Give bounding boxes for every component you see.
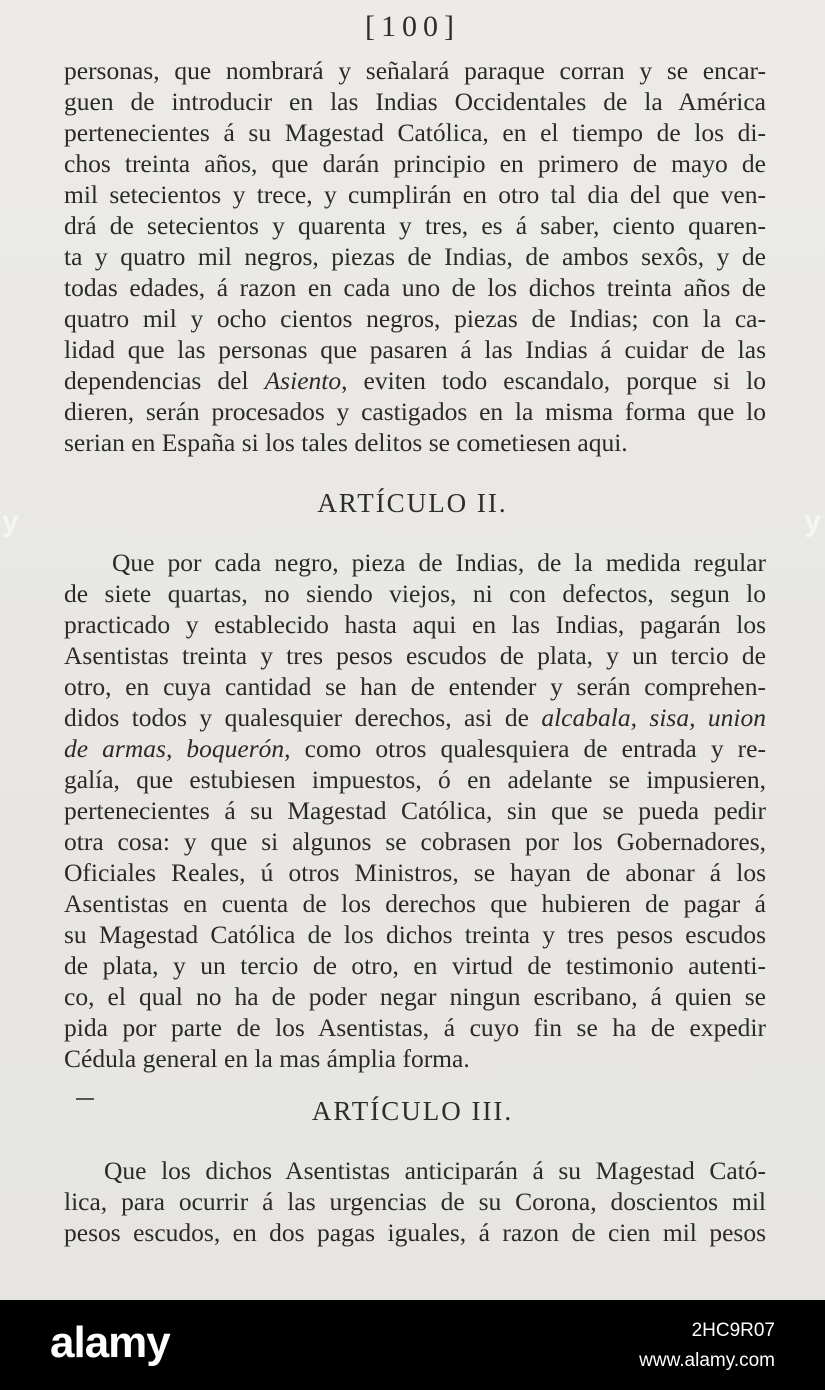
text-line: pesos escudos, en dos pagas iguales, á razon de cien mil pesos [64, 1218, 766, 1247]
text-line: pertenecientes á su Magestad Católica, sin que se pueda pedir [64, 796, 766, 825]
text-line-mixed [64, 702, 766, 733]
text-line: guen de introducir en las Indias Occidentales de la América [64, 87, 766, 116]
text-line: Cédula general en la mas ámplia forma. [64, 1044, 470, 1073]
heading-articulo-ii: ARTÍCULO II. [317, 488, 508, 518]
watermark-footer [0, 1300, 825, 1390]
text-line: practicado y establecido hasta aqui en las Indias, pagarán los [64, 610, 766, 639]
text-line: todas edades, á razon en cada uno de los dichos treinta años de [64, 273, 766, 302]
text-line-mixed [64, 365, 766, 396]
text-line: de siete quartas, no siendo viejos, ni con defectos, segun lo [64, 579, 766, 608]
watermark-side-mark-right: y [804, 505, 821, 538]
italic-terms: de armas, boquerón [64, 734, 285, 763]
text-line: pertenecientes á su Magestad Católica, en el tiempo de los di- [64, 118, 766, 147]
site-url: www.alamy.com [639, 1350, 775, 1371]
text-run: , eviten todo escandalo, porque si lo [341, 366, 766, 395]
text-line: ta y quatro mil negros, piezas de Indias, de ambos sexôs, y de [64, 242, 766, 271]
text-run: , como otros qualesquiera de entrada y re- [284, 734, 766, 763]
text-line: drá de setecientos y quarenta y tres, es á saber, ciento quaren- [64, 211, 766, 240]
italic-term-asiento: Asiento [264, 366, 342, 395]
paragraph-2 [64, 547, 766, 1074]
text-line: otra cosa: y que si algunos se cobrasen por los Gobernadores, [64, 827, 766, 856]
italic-terms: alcabala, sisa, union [541, 703, 766, 732]
text-line: Que los dichos Asentistas anticiparán á su Magestad Cató- [104, 1156, 766, 1185]
text-line: mil setecientos y trece, y cumplirán en otro tal dia del que ven- [64, 180, 766, 209]
watermark-side-mark-left: y [2, 505, 19, 538]
text-line: Oficiales Reales, ú otros Ministros, se hayan de abonar á los [64, 858, 766, 887]
text-line: Asentistas treinta y tres pesos escudos de plata, y un tercio de [64, 641, 766, 670]
text-line: su Magestad Católica de los dichos treinta y tres pesos escudos [64, 920, 766, 949]
text-line: serian en España si los tales delitos se cometiesen aqui. [64, 428, 628, 457]
text-run: didos todos y qualesquier derechos, asi de [64, 703, 542, 732]
text-run: dependencias del [64, 366, 265, 395]
text-line: quatro mil y ocho cientos negros, piezas de Indias; con la ca- [64, 304, 766, 333]
text-line: otro, en cuya cantidad se han de entender y serán comprehen- [64, 672, 766, 701]
text-line: co, el qual no ha de poder negar ningun escribano, á quien se [64, 982, 766, 1011]
text-line: personas, que nombrará y señalará paraque corran y se encar- [64, 56, 766, 85]
text-line-mixed [64, 733, 766, 764]
paragraph-1 [64, 55, 766, 458]
alamy-logo: alamy [50, 1318, 170, 1367]
text-line: lidad que las personas que pasaren á las Indias á cuidar de las [64, 335, 766, 364]
text-line: galía, que estubiesen impuestos, ó en adelante se impusieren, [64, 765, 766, 794]
image-id: 2HC9R07 [691, 1320, 775, 1341]
text-line: chos treinta años, que darán principio en primero de mayo de [64, 149, 766, 178]
text-line: Que por cada negro, pieza de Indias, de la medida regular [112, 548, 766, 577]
text-line: dieren, serán procesados y castigados en la misma forma que lo [64, 397, 766, 426]
heading-articulo-iii: ARTÍCULO III. [311, 1096, 514, 1126]
page-number: [100] [365, 10, 460, 43]
text-line: Asentistas en cuenta de los derechos que hubieren de pagar á [64, 889, 766, 918]
paragraph-3 [64, 1155, 766, 1248]
text-line: de plata, y un tercio de otro, en virtud de testimonio autenti- [64, 951, 766, 980]
text-line: pida por parte de los Asentistas, á cuyo fin se ha de expedir [64, 1013, 766, 1042]
text-line: lica, para ocurrir á las urgencias de su Corona, doscientos mil [64, 1187, 766, 1216]
